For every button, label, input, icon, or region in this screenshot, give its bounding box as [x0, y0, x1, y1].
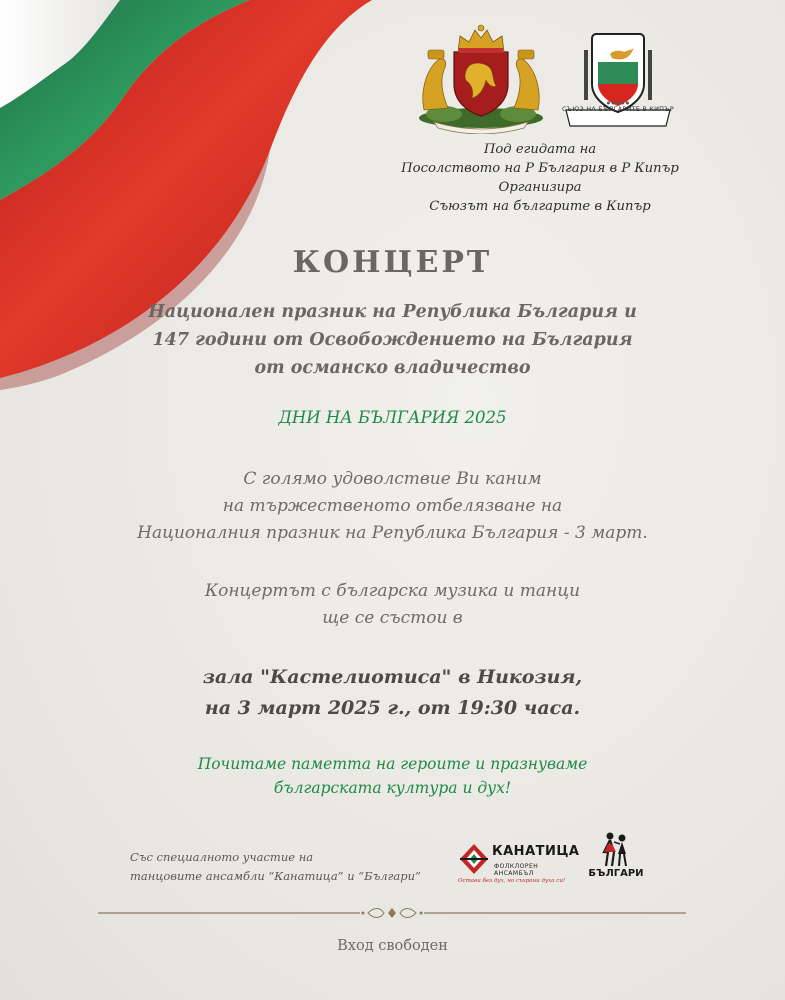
- invitation-line: С голямо удоволствие Ви каним: [243, 469, 542, 489]
- bulgari-name: БЪЛГАРИ: [588, 868, 644, 879]
- under-aegis-line: Организира: [498, 180, 582, 195]
- venue-line: зала "Кастелиотиса" в Никозия,: [202, 666, 583, 688]
- honor-text: [0, 752, 785, 800]
- under-aegis-line: Съюзът на българите в Кипър: [429, 199, 651, 214]
- concert-line: Концертът с българска музика и танци: [204, 581, 581, 601]
- ornament-divider-icon: [98, 906, 686, 920]
- bulgari-logo: [586, 830, 646, 890]
- kanatitsa-emblem-icon: [458, 842, 490, 876]
- participation-line: Със специалното участие на: [130, 850, 314, 864]
- kanatitsa-name: КАНАТИЦА: [492, 844, 580, 859]
- participation-text: [130, 848, 450, 886]
- under-aegis-line: Посолството на Р България в Р Кипър: [401, 161, 679, 176]
- union-shield-icon: [562, 28, 674, 138]
- days-of-bulgaria-heading: ДНИ НА БЪЛГАРИЯ 2025: [278, 408, 507, 427]
- participation-line: танцовите ансамбли “Канатица” и “Българи”: [130, 869, 421, 883]
- honor-line: Почитаме паметта на героите и празнуваме: [197, 755, 588, 773]
- kanatitsa-motto: Остави без дух, но съхрани духа си!: [458, 878, 566, 884]
- union-logo-small-text: ● ● ● ● ●: [606, 100, 630, 105]
- subtitle-line: 147 години от Освобождението на България: [152, 330, 633, 350]
- under-aegis-block: [360, 140, 720, 216]
- under-aegis-line: Под егидата на: [483, 142, 597, 157]
- kanatitsa-subtitle: ФОЛКЛОРЕН АНСАМБЪЛ: [494, 863, 539, 877]
- concert-line: ще се състои в: [322, 608, 463, 628]
- union-logo-label: СЪЮЗ НА БЪЛГАРИТЕ В КИПЪР: [562, 105, 674, 113]
- invitation-line: Националния празник на Република България - 3 март.: [137, 523, 648, 543]
- honor-line: българската култура и дух!: [273, 779, 512, 797]
- page-title: КОНЦЕРТ: [292, 245, 493, 280]
- concert-info-text: [0, 578, 785, 632]
- bulgaria-coat-of-arms-icon: [414, 22, 548, 134]
- free-entry-text: Вход свободен: [337, 938, 448, 954]
- dancers-icon: [586, 830, 646, 870]
- invitation-line: на тържественото отбелязване на: [222, 496, 563, 516]
- kanatitsa-logo: [458, 842, 578, 890]
- union-logo: [562, 28, 674, 138]
- venue-and-time: [0, 662, 785, 724]
- venue-line: на 3 март 2025 г., от 19:30 часа.: [204, 697, 581, 719]
- event-subtitle: [0, 298, 785, 382]
- invitation-text: [0, 466, 785, 547]
- subtitle-line: Национален празник на Република България и: [148, 302, 637, 322]
- subtitle-line: от османско владичество: [254, 358, 531, 378]
